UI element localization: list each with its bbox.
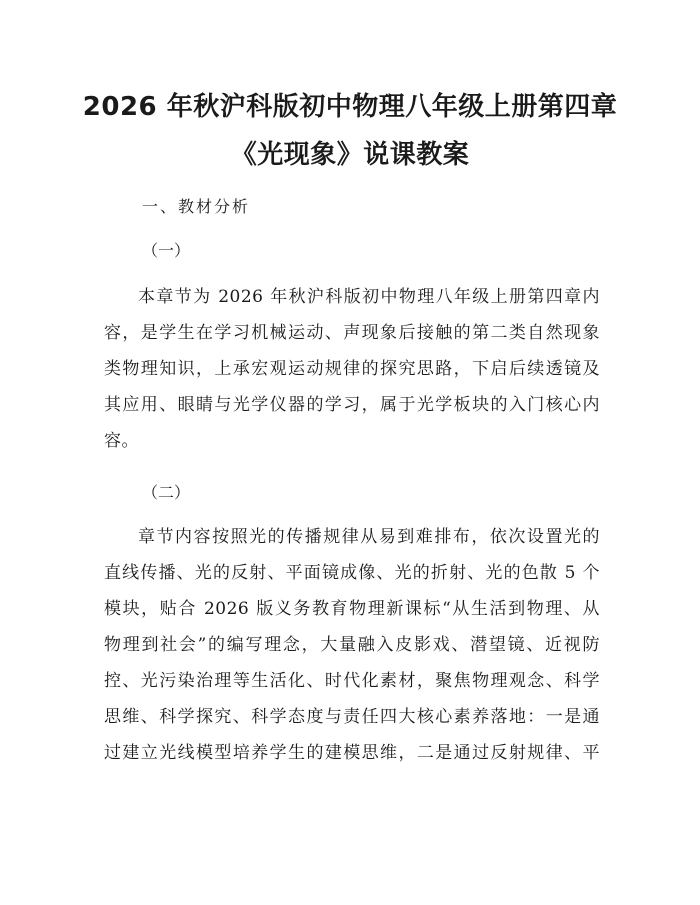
paragraph-line: 容。 [104, 431, 139, 451]
paragraph-2 [104, 519, 600, 771]
paragraph-line: 章节内容按照光的传播规律从易到难排布，依次设置光的 [138, 527, 600, 547]
section-heading: 一、教材分析 [142, 197, 251, 216]
paragraph-line: 本章节为 2026 年秋沪科版初中物理八年级上册第四章内 [138, 287, 600, 307]
paragraph-line: 思维、科学探究、科学态度与责任四大核心素养落地：一是通 [104, 707, 600, 727]
document-title-line-1: 2026 年秋沪科版初中物理八年级上册第四章 [82, 92, 618, 122]
paragraph-line: 容，是学生在学习机械运动、声现象后接触的第二类自然现象 [104, 323, 600, 343]
subsection-heading-2: （二） [142, 483, 191, 502]
paragraph-line: 其应用、眼睛与光学仪器的学习，属于光学板块的入门核心内 [104, 395, 600, 415]
paragraph-line: 过建立光线模型培养学生的建模思维，二是通过反射规律、平 [104, 743, 600, 763]
paragraph-line: 直线传播、光的反射、平面镜成像、光的折射、光的色散 5 个 [104, 563, 600, 583]
document-title-line-2: 《光现象》说课教案 [230, 140, 470, 170]
paragraph-1 [104, 279, 600, 459]
subsection-heading-1: （一） [142, 241, 191, 260]
paragraph-line: 物理到社会”的编写理念，大量融入皮影戏、潜望镜、近视防 [104, 635, 600, 655]
paragraph-line: 控、光污染治理等生活化、时代化素材，聚焦物理观念、科学 [104, 671, 600, 691]
paragraph-line: 类物理知识，上承宏观运动规律的探究思路，下启后续透镜及 [104, 359, 600, 379]
paragraph-line: 模块，贴合 2026 版义务教育物理新课标“从生活到物理、从 [104, 599, 600, 619]
